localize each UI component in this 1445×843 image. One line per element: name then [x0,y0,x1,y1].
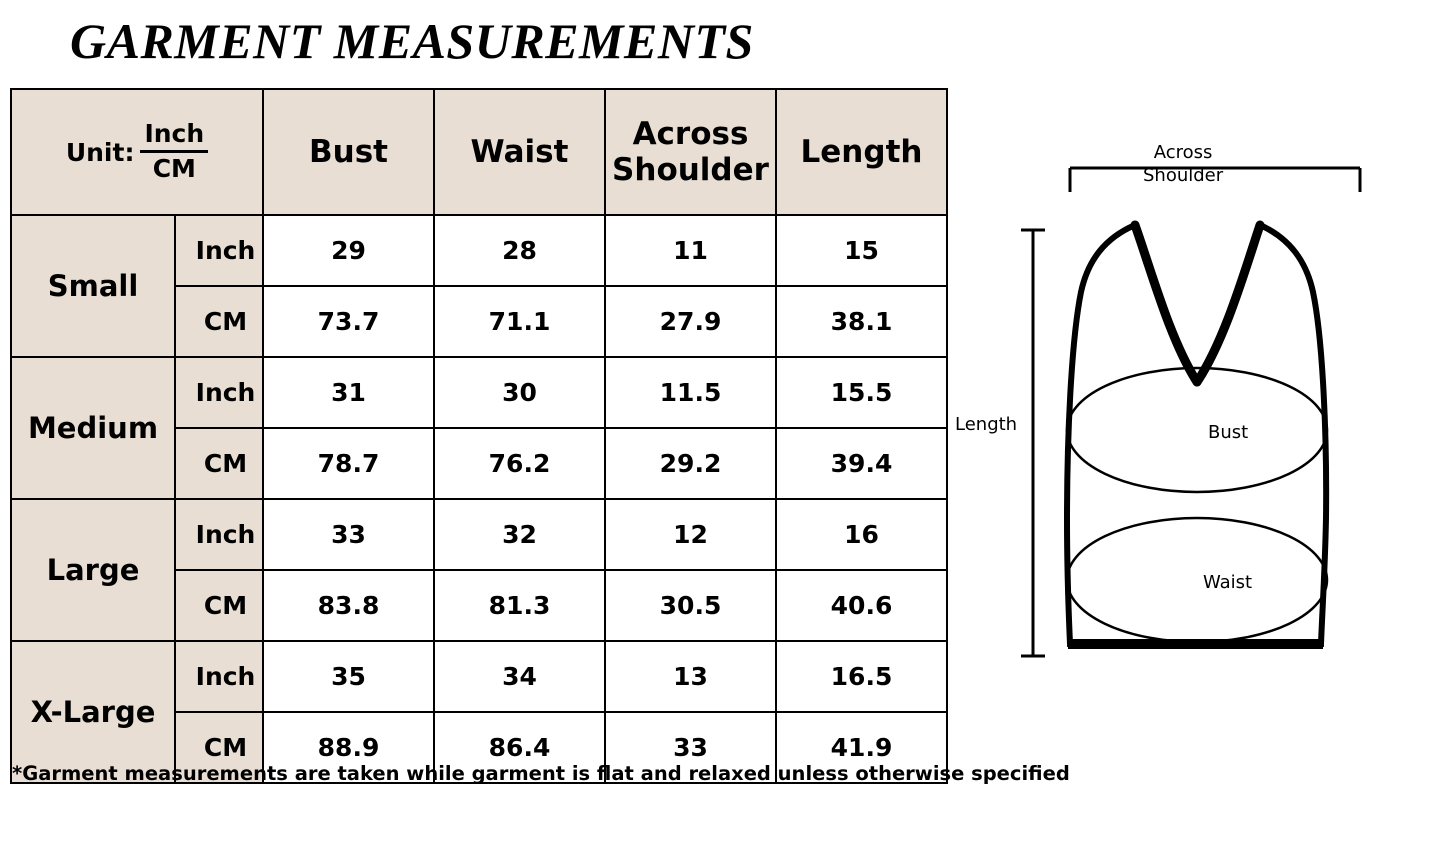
garment-outline [1067,225,1326,644]
cell-small-inch-length: 15 [776,215,947,286]
cell-xlarge-inch-shoulder: 13 [605,641,776,712]
column-header-across-shoulder: Across Shoulder [605,89,776,215]
column-header-length: Length [776,89,947,215]
cell-xlarge-cm-waist: 86.4 [434,712,605,783]
unit-numerator: Inch [140,120,208,153]
cell-large-cm-waist: 81.3 [434,570,605,641]
measurements-table [10,88,948,784]
table-row [11,499,947,570]
cell-medium-cm-waist: 76.2 [434,428,605,499]
unit-denominator: CM [152,154,196,183]
diagram-label-across-shoulder-line2: Shoulder [1143,164,1224,186]
cell-large-cm-shoulder: 30.5 [605,570,776,641]
unit-row-label-cm: CM [175,286,263,357]
footnote: *Garment measurements are taken while garment is flat and relaxed unless otherwise specified [12,762,1070,785]
cell-medium-inch-waist: 30 [434,357,605,428]
waist-measure-ellipse [1067,518,1327,642]
unit-label: Unit: [65,137,135,167]
cell-small-inch-waist: 28 [434,215,605,286]
cell-large-inch-shoulder: 12 [605,499,776,570]
unit-row-label-inch: Inch [175,357,263,428]
table-row [11,641,947,712]
cell-medium-cm-shoulder: 29.2 [605,428,776,499]
size-label-medium: Medium [11,357,175,499]
cell-xlarge-cm-bust: 88.9 [263,712,434,783]
page-title: GARMENT MEASUREMENTS [70,13,754,69]
diagram-label-across-shoulder-line1: Across [1153,142,1213,163]
cell-medium-inch-length: 15.5 [776,357,947,428]
cell-large-inch-waist: 32 [434,499,605,570]
size-label-x-large: X-Large [11,641,175,783]
column-header-waist: Waist [434,89,605,215]
measurements-table-container [10,88,946,784]
diagram-label-waist: Waist [1203,572,1253,593]
cell-medium-inch-bust: 31 [263,357,434,428]
garment-illustration-svg [955,120,1435,690]
cell-xlarge-inch-bust: 35 [263,641,434,712]
column-header-bust: Bust [263,89,434,215]
cell-large-cm-bust: 83.8 [263,570,434,641]
bust-measure-ellipse [1067,368,1327,492]
cell-large-cm-length: 40.6 [776,570,947,641]
unit-fraction [140,120,208,184]
cell-large-inch-length: 16 [776,499,947,570]
diagram-label-bust: Bust [1208,422,1249,443]
garment-diagram [955,120,1435,690]
cell-small-inch-shoulder: 11 [605,215,776,286]
length-dimension-line [1021,230,1045,656]
unit-row-label-cm: CM [175,570,263,641]
unit-row-label-inch: Inch [175,641,263,712]
diagram-label-length: Length [955,414,1018,435]
table-header-row [11,89,947,215]
unit-row-label-cm: CM [175,712,263,783]
cell-small-inch-bust: 29 [263,215,434,286]
cell-small-cm-waist: 71.1 [434,286,605,357]
cell-small-cm-length: 38.1 [776,286,947,357]
size-label-large: Large [11,499,175,641]
cell-small-cm-bust: 73.7 [263,286,434,357]
cell-xlarge-cm-shoulder: 33 [605,712,776,783]
cell-medium-inch-shoulder: 11.5 [605,357,776,428]
unit-row-label-inch: Inch [175,215,263,286]
cell-xlarge-cm-length: 41.9 [776,712,947,783]
size-label-small: Small [11,215,175,357]
cell-xlarge-inch-waist: 34 [434,641,605,712]
cell-small-cm-shoulder: 27.9 [605,286,776,357]
table-row [11,215,947,286]
diagram-label-across-shoulder [1143,142,1223,187]
unit-row-label-cm: CM [175,428,263,499]
cell-large-inch-bust: 33 [263,499,434,570]
unit-row-label-inch: Inch [175,499,263,570]
table-row [11,357,947,428]
cell-medium-cm-length: 39.4 [776,428,947,499]
cell-xlarge-inch-length: 16.5 [776,641,947,712]
cell-medium-cm-bust: 78.7 [263,428,434,499]
unit-header-cell [11,89,263,215]
